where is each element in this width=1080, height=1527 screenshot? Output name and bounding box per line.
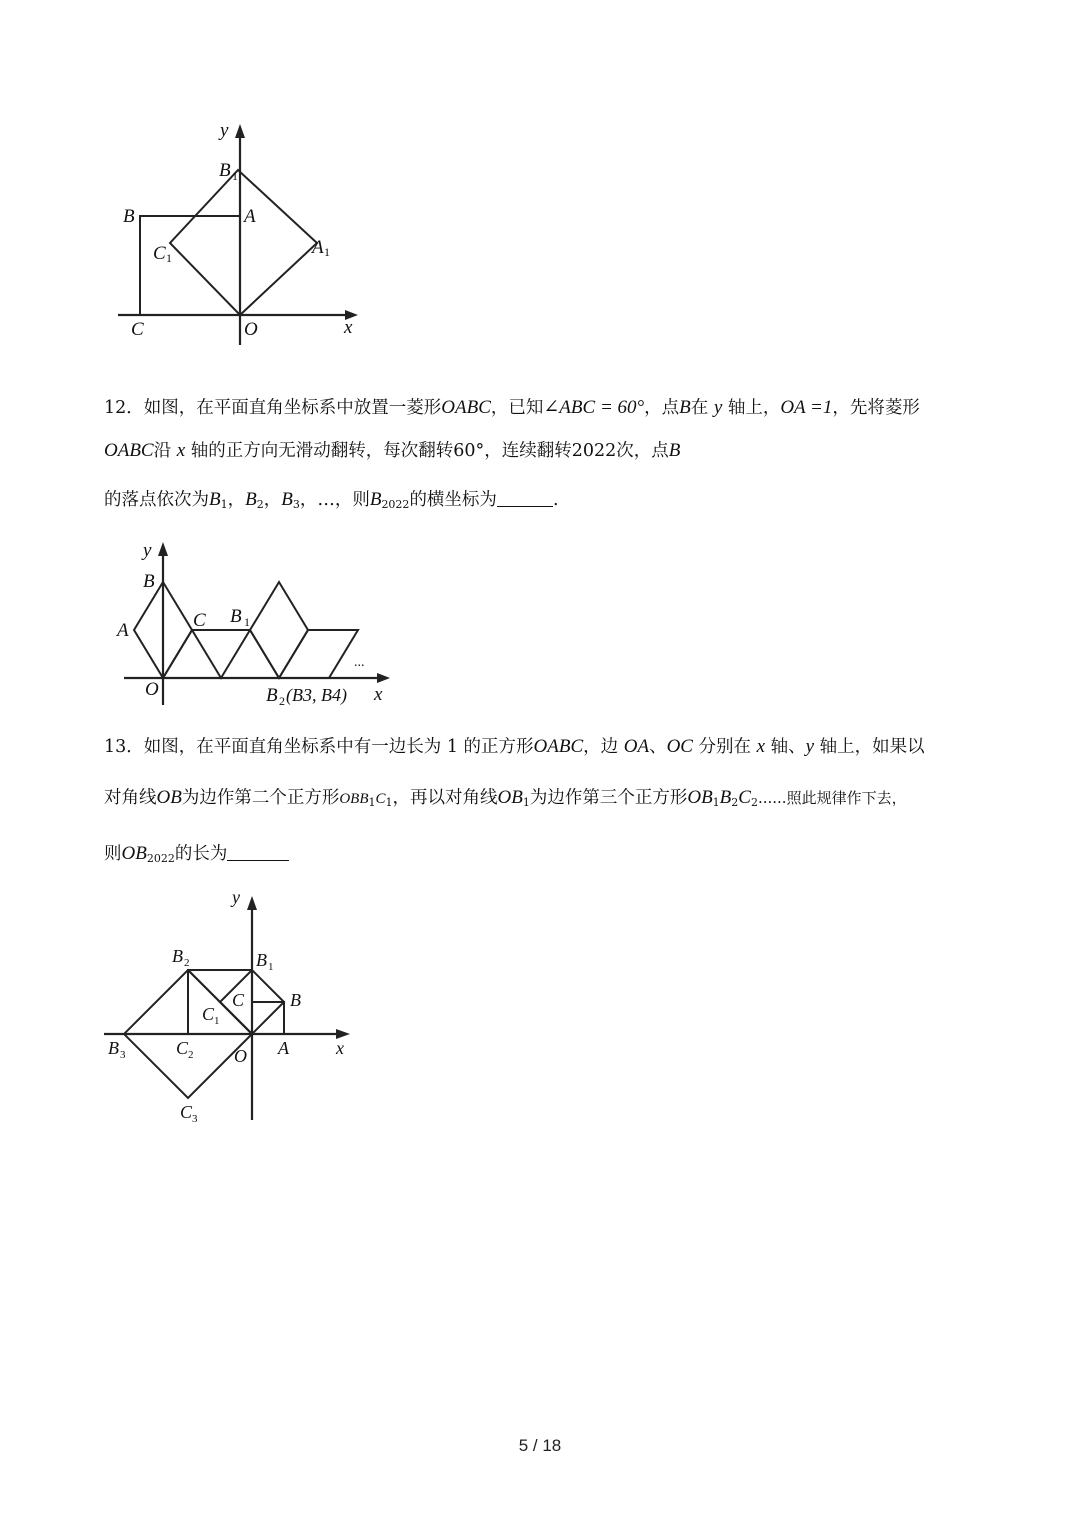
label-y: y	[220, 120, 229, 141]
square-ob1a1c1	[170, 170, 317, 315]
rhombus-b1	[250, 582, 308, 678]
figure-rhombus-rolling	[100, 535, 400, 710]
label-dots: ...	[354, 655, 365, 670]
q13-line-3: 则$OB_{2022}$的长为	[104, 844, 289, 864]
q12-line-1: 12．如图，在平面直角坐标系中放置一菱形OABC，已知∠ABC = 60°，点B在 y 轴上，OA =1，先将菱形	[104, 397, 920, 418]
label-a: A	[244, 206, 256, 227]
label-b1-sub: 1	[232, 169, 238, 183]
label-b2: B	[266, 685, 278, 706]
label-b3-sub: 3	[120, 1049, 126, 1061]
label-x: x	[336, 1038, 344, 1058]
y-axis-arrow	[247, 896, 257, 910]
y-axis-arrow	[235, 124, 245, 138]
label-b: B	[290, 990, 301, 1010]
figure-square-spiral	[100, 880, 360, 1130]
label-b: B	[123, 206, 135, 227]
label-b1: B	[230, 606, 242, 627]
q12-answer-blank[interactable]	[497, 490, 553, 507]
label-c3: C	[180, 1102, 193, 1122]
label-b1: B	[219, 160, 231, 181]
label-b: B	[143, 571, 155, 592]
label-y: y	[232, 887, 240, 907]
q13-line-2: 对角线OB为边作第二个正方形$OBB_1C_1$，再以对角线$OB_1$为边作第三个正方形$OB_1B_2C_2$......照此规律作下去，	[104, 787, 907, 809]
y-axis-arrow	[158, 542, 168, 556]
label-a1-sub: 1	[324, 245, 330, 259]
label-c: C	[193, 610, 206, 631]
label-c1: C	[202, 1004, 215, 1024]
label-c3-sub: 3	[192, 1113, 198, 1125]
label-b2-sub: 2	[184, 957, 190, 969]
label-b3: B	[108, 1038, 119, 1058]
label-b2-sub: 2	[279, 694, 285, 708]
label-c2-sub: 2	[188, 1049, 194, 1061]
q13-line-1: 13．如图，在平面直角坐标系中有一边长为 1 的正方形OABC，边 OA、OC 分别在 x 轴、y 轴上，如果以	[104, 736, 925, 757]
label-b1-sub: 1	[244, 615, 250, 629]
label-a: A	[117, 620, 129, 641]
label-b1: B	[256, 950, 267, 970]
q12-number: 12．	[104, 398, 144, 418]
label-c1-sub: 1	[214, 1015, 220, 1027]
label-c1-sub: 1	[166, 251, 172, 265]
label-b3-b4: (B3, B4)	[286, 685, 347, 705]
label-b1-sub: 1	[268, 961, 274, 973]
label-a1: A	[312, 237, 324, 258]
q12-line-3: 的落点依次为$B_1$，$B_2$，$B_3$，…，则$B_{2022}$的横坐标为 .	[104, 489, 559, 511]
label-a: A	[278, 1038, 289, 1058]
label-y: y	[143, 540, 152, 561]
label-c1: C	[153, 243, 166, 264]
label-o: O	[145, 679, 159, 700]
label-c2: C	[176, 1038, 189, 1058]
q12-line-2: OABC沿 x 轴的正方向无滑动翻转，每次翻转60°，连续翻转2022次，点B	[104, 440, 681, 461]
label-o: O	[234, 1046, 247, 1066]
q13-answer-blank[interactable]	[227, 844, 289, 861]
figure-rotated-square	[100, 115, 380, 355]
q13-number: 13．	[104, 737, 144, 757]
q12-angle: ∠ABC = 60°	[543, 397, 645, 418]
label-c: C	[232, 990, 245, 1010]
rhombus-triangles	[163, 630, 279, 678]
label-x: x	[344, 317, 353, 338]
page-number: 5 / 18	[518, 1436, 562, 1455]
x-axis-arrow	[377, 673, 390, 683]
label-b2: B	[172, 946, 183, 966]
label-x: x	[374, 684, 383, 705]
label-o: O	[244, 319, 258, 340]
rhombus-flat	[279, 630, 358, 678]
label-c: C	[131, 319, 144, 340]
